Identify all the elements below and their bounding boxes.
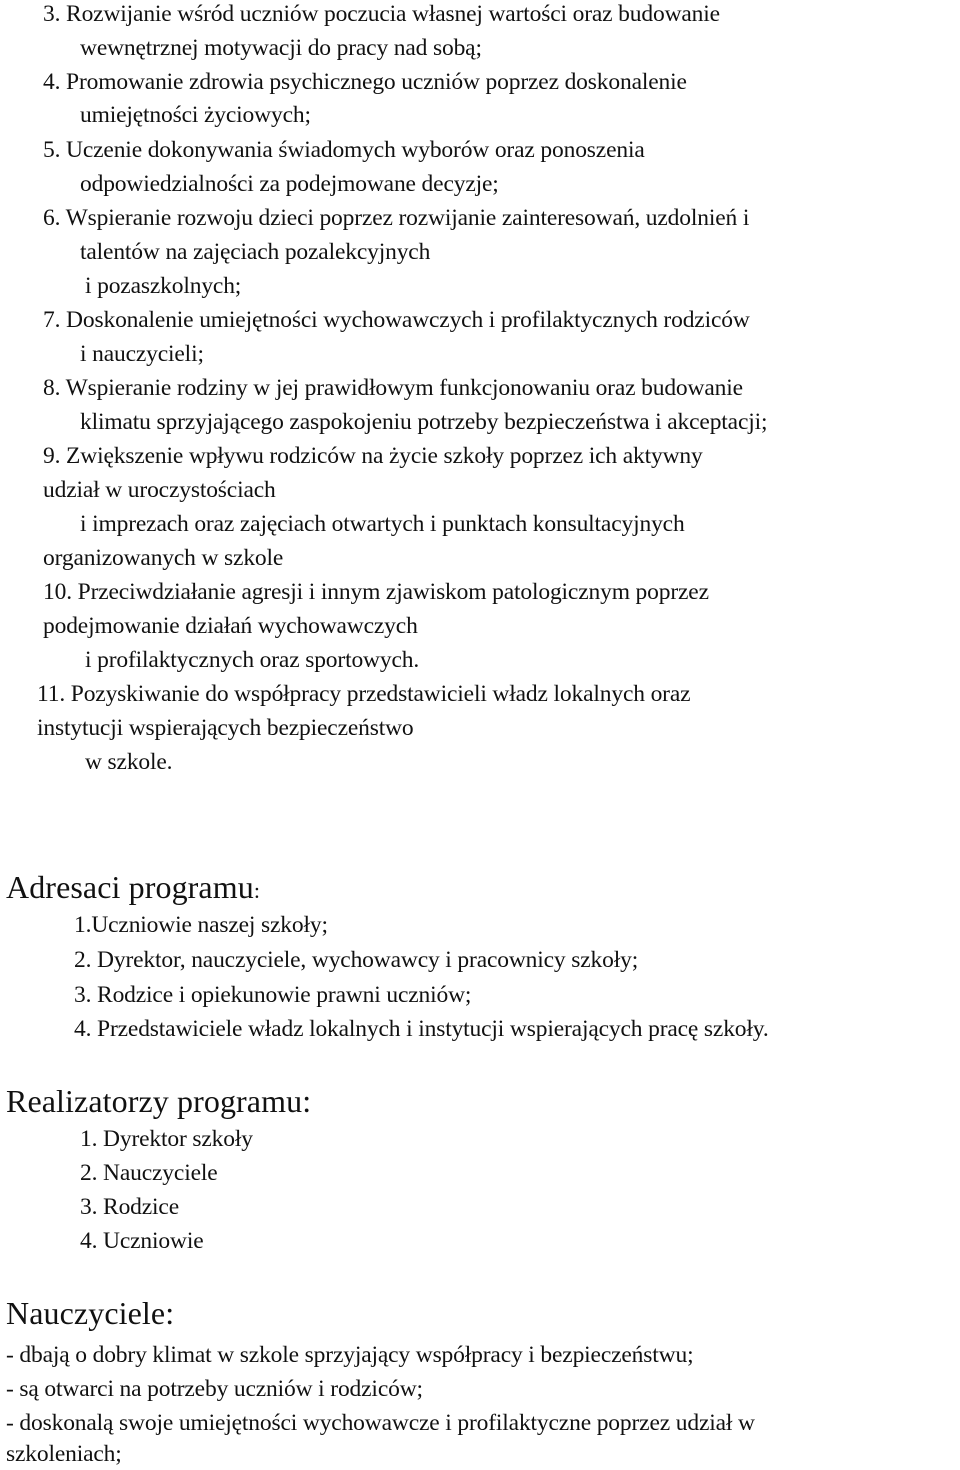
goal-9-line-3: i imprezach oraz zajęciach otwartych i punktach konsultacyjnych [80,511,685,537]
goal-8-line-1: 8. Wspieranie rodziny w jej prawidłowym funkcjonowaniu oraz budowanie [43,375,743,401]
goal-10-line-1: 10. Przeciwdziałanie agresji i innym zjawiskom patologicznym poprzez [43,579,709,605]
goal-10-line-3: i profilaktycznych oraz sportowych. [85,647,420,673]
goal-6-line-1: 6. Wspieranie rozwoju dzieci poprzez rozwijanie zainteresowań, uzdolnień i [43,205,750,231]
goal-9-line-4: organizowanych w szkole [43,545,284,571]
goal-9-line-2: udział w uroczystościach [43,477,276,503]
goal-9-line-1: 9. Zwiększenie wpływu rodziców na życie szkoły poprzez ich aktywny [43,443,703,469]
goal-8-line-2: klimatu sprzyjającego zaspokojeniu potrzeby bezpieczeństwa i akceptacji; [80,409,768,435]
implementers-heading: Realizatorzy programu: [6,1083,312,1119]
goal-3-line-1: 3. Rozwijanie wśród uczniów poczucia własnej wartości oraz budowanie [43,1,720,27]
goal-7-line-1: 7. Doskonalenie umiejętności wychowawczych i profilaktycznych rodziców [43,307,750,333]
implementer-item: 2. Nauczyciele [80,1160,218,1186]
goal-11-line-3: w szkole. [85,749,173,775]
goal-4-line-1: 4. Promowanie zdrowia psychicznego uczniów poprzez doskonalenie [43,69,687,95]
goal-5-line-1: 5. Uczenie dokonywania świadomych wyborów oraz ponoszenia [43,137,645,163]
goal-3-line-2: wewnętrznej motywacji do pracy nad sobą; [80,35,482,61]
teachers-heading: Nauczyciele: [6,1295,175,1331]
recipient-item: 2. Dyrektor, nauczyciele, wychowawcy i pracownicy szkoły; [74,947,639,973]
goal-11-line-1: 11. Pozyskiwanie do współpracy przedstawicieli władz lokalnych oraz [37,681,691,707]
goal-6-line-3: i pozaszkolnych; [85,273,242,299]
goal-10-line-2: podejmowanie działań wychowawczych [43,613,418,639]
teacher-duty-item: - są otwarci na potrzeby uczniów i rodziców; [6,1376,423,1402]
recipient-item: 4. Przedstawiciele władz lokalnych i instytucji wspierających pracę szkoły. [74,1016,769,1042]
implementer-item: 3. Rodzice [80,1194,179,1220]
goal-4-line-2: umiejętności życiowych; [80,102,311,128]
recipient-item: 3. Rodzice i opiekunowie prawni uczniów; [74,982,472,1008]
teacher-duty-item: - doskonalą swoje umiejętności wychowawcze i profilaktyczne poprzez udział w [6,1410,755,1436]
teacher-duty-item: szkoleniach; [6,1441,122,1467]
goal-7-line-2: i nauczycieli; [80,341,204,367]
recipients-heading [6,868,260,910]
recipients-heading-colon: : [253,878,261,903]
teacher-duty-item: - dbają o dobry klimat w szkole sprzyjający współpracy i bezpieczeństwu; [6,1342,694,1368]
recipient-item: 1.Uczniowie naszej szkoły; [74,912,328,938]
goal-6-line-2: talentów na zajęciach pozalekcyjnych [80,239,431,265]
goal-5-line-2: odpowiedzialności za podejmowane decyzje; [80,171,499,197]
recipients-heading-text: Adresaci programu [6,869,254,905]
goal-11-line-2: instytucji wspierających bezpieczeństwo [37,715,414,741]
implementer-item: 1. Dyrektor szkoły [80,1126,253,1152]
implementer-item: 4. Uczniowie [80,1228,204,1254]
